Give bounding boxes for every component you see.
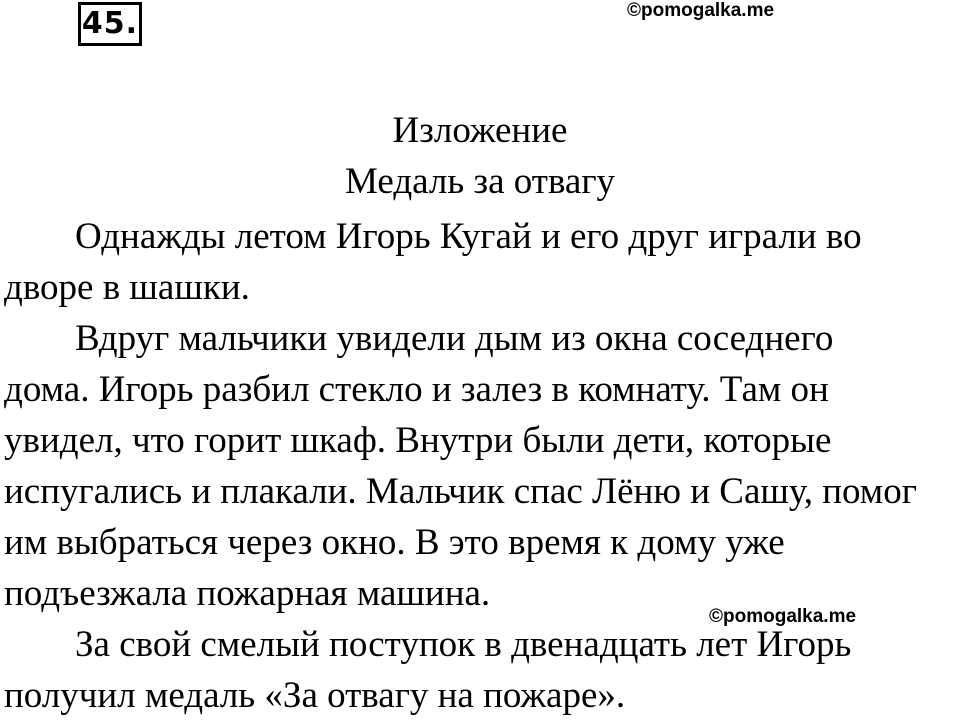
text-line: Вдруг мальчики увидели дым из окна соседнего [75, 318, 834, 359]
text-line: испугались и плакали. Мальчик спас Лёню и Сашу, помог [4, 471, 917, 512]
task-number-box: 45. [78, 2, 142, 46]
watermark-middle: ©pomogalka.me [709, 606, 857, 627]
text-line: дворе в шашки. [4, 267, 250, 308]
text-line: За свой смелый поступок в двенадцать лет Игорь [75, 624, 852, 665]
text-line: получил медаль «За отвагу на пожаре». [4, 675, 626, 716]
text-line: дома. Игорь разбил стекло и залез в комнату. Там он [4, 369, 829, 410]
text-line: увидел, что горит шкаф. Внутри были дети, которые [4, 420, 832, 461]
essay-text [4, 211, 954, 721]
text-line: им выбраться через окно. В это время к дому уже [4, 522, 785, 563]
document-subtitle: Медаль за отвагу [344, 161, 616, 202]
text-line: подъезжала пожарная машина. [4, 573, 491, 614]
watermark-top: ©pomogalka.me [627, 0, 775, 21]
text-line: Однажды летом Игорь Кугай и его друг играли во [75, 216, 862, 257]
document-title: Изложение [392, 110, 568, 151]
